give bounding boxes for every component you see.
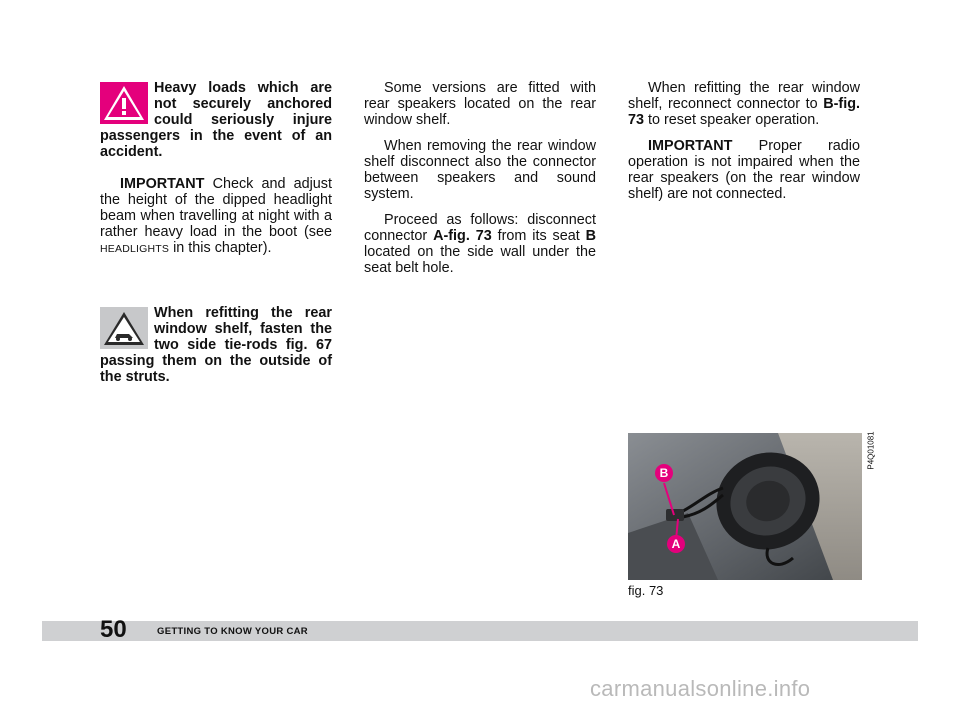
right-column (628, 80, 860, 212)
important-headlight-note: IMPORTANT Check and adjust the height of the dipped headlight beam when travelling at night with a rather heavy load in the boot (see HEADLIGHTS in this chapter). (100, 176, 332, 256)
page-number: 50 (100, 616, 127, 643)
speakers-paragraph: Some versions are fitted with rear speakers located on the rear window shelf. (364, 80, 596, 128)
figure-caption: fig. 73 (628, 583, 664, 598)
label-b-marker: B (655, 464, 673, 482)
important-label: IMPORTANT (648, 138, 733, 154)
warning-triangle-icon (100, 82, 148, 124)
warning-heavy-loads (100, 80, 332, 160)
headlights-reference: HEADLIGHTS (100, 243, 170, 255)
figure-code: P4Q01081 (866, 431, 876, 470)
important-radio-note: IMPORTANT Proper radio operation is not impaired when the rear speakers (on the rear window shelf) are not connected. (628, 138, 860, 202)
seat-reference-b: B (585, 228, 596, 244)
important-label: IMPORTANT (120, 176, 205, 192)
figure-reference-a: A-fig. 73 (433, 228, 492, 244)
figure-reference-b: B-fig. 73 (628, 96, 860, 128)
warning-refit-shelf (100, 305, 332, 385)
figure-73-photo (628, 433, 862, 580)
watermark: carmanualsonline.info (590, 676, 811, 701)
removing-paragraph: When removing the rear window shelf disconnect also the connector between speakers and sound system. (364, 138, 596, 202)
section-title: GETTING TO KNOW YOUR CAR (157, 626, 308, 637)
label-a-marker: A (667, 535, 685, 553)
speaker-connector-illustration (628, 433, 862, 580)
refitting-paragraph: When refitting the rear window shelf, reconnect connector to B-fig. 73 to reset speaker operation. (628, 80, 860, 128)
car-load-warning-icon (100, 307, 148, 349)
left-column (100, 80, 332, 385)
procedure-paragraph: Proceed as follows: disconnect connector A-fig. 73 from its seat B located on the side wall under the seat belt hole. (364, 212, 596, 276)
warning-text: Heavy loads which are not securely anchored could seriously injure passengers in the event of an accident. (100, 80, 332, 160)
middle-column (364, 80, 596, 286)
refit-text: When refitting the rear window shelf, fasten the two side tie-rods fig. 67 passing them on the outside of the struts. (100, 305, 332, 385)
